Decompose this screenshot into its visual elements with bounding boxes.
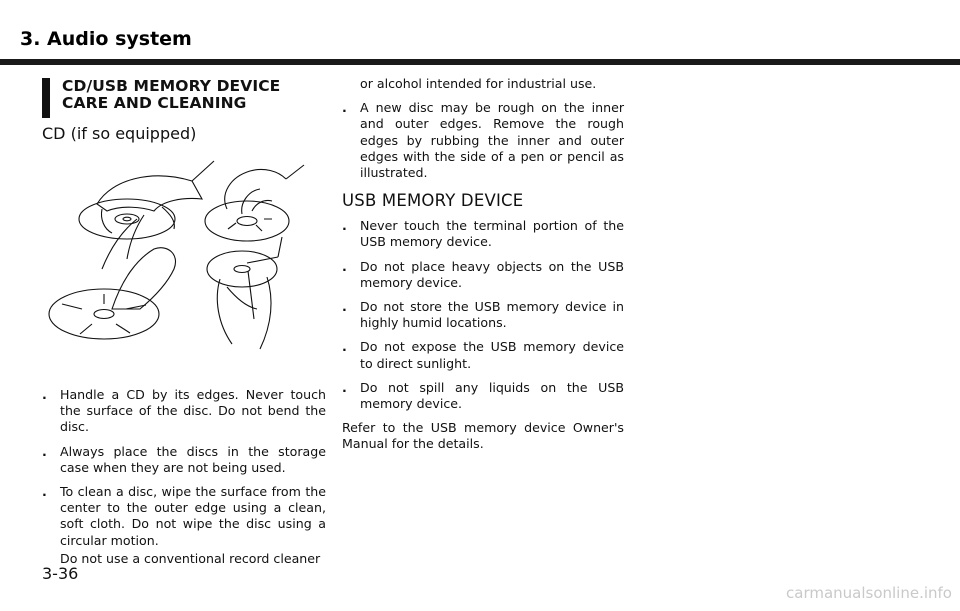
chapter-title: 3. Audio system (20, 28, 192, 50)
disc-illustration-4 (207, 237, 282, 349)
header-rule (0, 59, 960, 65)
right-column (342, 78, 624, 453)
cd-care-list (42, 387, 326, 549)
page-number: 3-36 (42, 564, 79, 583)
usb-heading: USB MEMORY DEVICE (342, 191, 524, 211)
list-item: . Do not place heavy objects on the USB memory device. (342, 258, 624, 290)
usb-care-list (342, 218, 624, 412)
disc-illustration-2 (205, 165, 304, 241)
cd-note-line: Do not use a conventional record cleaner (60, 550, 321, 566)
section-title-line2: CARE AND CLEANING (62, 94, 247, 112)
section-title-line1: CD/USB MEMORY DEVICE (62, 77, 281, 95)
list-item: . A new disc may be rough on the inner and outer edges. Remove the rough edges by rubbing the inner and outer edges with the side of a pen or pencil as illustrated. (342, 100, 624, 181)
left-column (42, 78, 326, 567)
section-marker (42, 78, 50, 118)
watermark: carmanualsonline.info (786, 584, 952, 602)
list-item: . Always place the discs in the storage case when they are not being used. (42, 443, 326, 475)
usb-closing-text: Refer to the USB memory device Owner's Manual for the details. (342, 420, 624, 452)
cd-heading: CD (if so equipped) (42, 124, 197, 143)
disc-handling-illustration (42, 159, 326, 359)
list-item: . Do not store the USB memory device in highly humid locations. (342, 299, 624, 331)
list-item: . Do not spill any liquids on the USB memory device. (342, 379, 624, 412)
list-item: . To clean a disc, wipe the surface from the center to the outer edge using a clean, soft cloth. Do not wipe the disc using a circular motion. (42, 484, 326, 548)
list-item: . Handle a CD by its edges. Never touch the surface of the disc. Do not bend the disc. (42, 387, 326, 435)
disc-illustration-1 (79, 161, 214, 239)
list-item: . Never touch the terminal portion of the USB memory device. (342, 218, 624, 250)
section-title (42, 78, 326, 112)
cd-care-list-continued (342, 100, 624, 181)
list-item: . Do not expose the USB memory device to direct sunlight. (342, 339, 624, 371)
cd-note-continued: or alcohol intended for industrial use. (360, 76, 597, 91)
disc-illustration-3 (49, 215, 176, 339)
